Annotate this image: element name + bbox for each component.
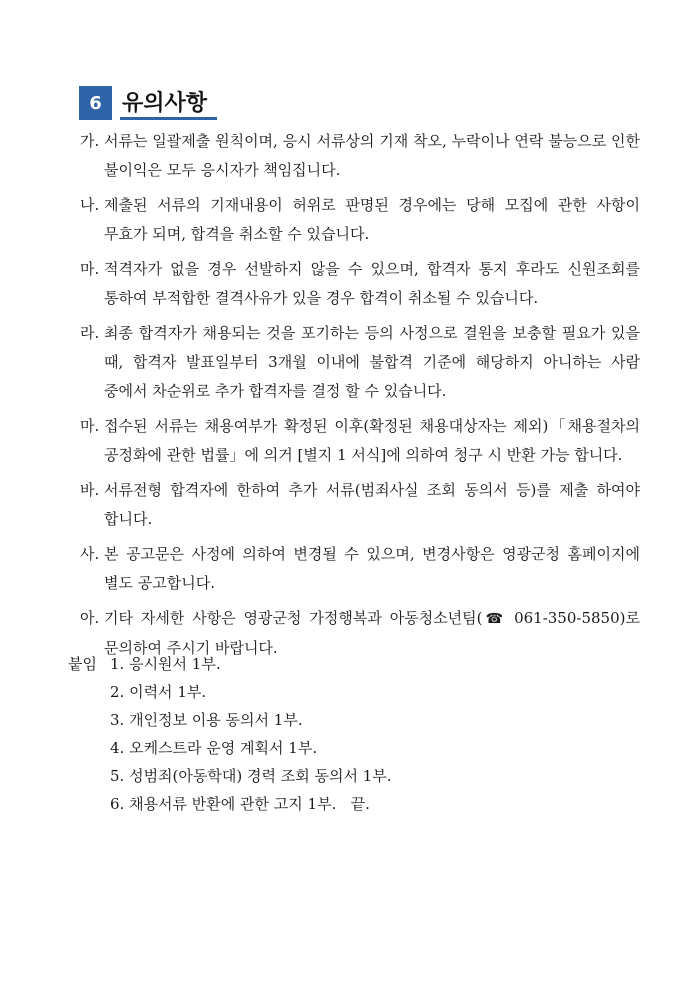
item-text: 서류는 일괄제출 원칙이며, 응시 서류상의 기재 착오, 누락이나 연락 불능으로 인한 불이익은 모두 응시자가 책임집니다. bbox=[104, 132, 640, 179]
item-marker: 사. bbox=[80, 545, 100, 563]
notice-item bbox=[80, 476, 640, 534]
attachment-item: 3. 개인정보 이용 동의서 1부. bbox=[110, 711, 303, 729]
attachment-item: 6. 채용서류 반환에 관한 고지 1부. 끝. bbox=[110, 795, 370, 813]
item-marker: 마. bbox=[80, 417, 100, 435]
notice-list bbox=[80, 127, 640, 669]
attachment-item: 5. 성범죄(아동학대) 경력 조회 동의서 1부. bbox=[110, 767, 392, 785]
item-marker: 가. bbox=[80, 132, 100, 150]
notice-item bbox=[80, 412, 640, 470]
contact-text-before: 기타 자세한 사항은 영광군청 가정행복과 아동청소년팀( bbox=[104, 609, 483, 627]
attachments-list bbox=[110, 650, 392, 818]
item-marker: 마. bbox=[80, 260, 100, 278]
phone-number: 061-350-5850) bbox=[506, 609, 626, 627]
notice-item bbox=[80, 127, 640, 185]
attachment-item: 1. 응시원서 1부. bbox=[110, 655, 221, 673]
item-text: 최종 합격자가 채용되는 것을 포기하는 등의 사정으로 결원을 보충할 필요가 있을 때, 합격자 발표일부터 3개월 이내에 불합격 기준에 해당하지 아니하는 사람 중에서 차순위로 추가 합격자를 결정 할 수 있습니다. bbox=[104, 324, 640, 400]
attachment-item: 4. 오케스트라 운영 계획서 1부. bbox=[110, 739, 318, 757]
section-header bbox=[79, 86, 217, 120]
notice-item bbox=[80, 255, 640, 313]
phone-icon: ☎ bbox=[482, 611, 507, 627]
section-title: 유의사항 bbox=[120, 86, 217, 120]
item-marker: 아. bbox=[80, 609, 100, 627]
item-marker: 나. bbox=[80, 196, 100, 214]
item-text: 서류전형 합격자에 한하여 추가 서류(범죄사실 조회 동의서 등)를 제출 하여야 합니다. bbox=[104, 481, 640, 528]
contact-text-after: 로 문의하여 주시기 바랍니다. bbox=[104, 609, 640, 657]
item-text: 접수된 서류는 채용여부가 확정된 이후(확정된 채용대상자는 제외)「채용절차의 공정화에 관한 법률」에 의거 [별지 1 서식]에 의하여 청구 시 반환 가능 합니다. bbox=[104, 417, 640, 464]
item-marker: 바. bbox=[80, 481, 100, 499]
notice-item bbox=[80, 540, 640, 598]
attachments bbox=[68, 650, 392, 818]
item-text: 적격자가 없을 경우 선발하지 않을 수 있으며, 합격자 통지 후라도 신원조회를 통하여 부적합한 결격사유가 있을 경우 합격이 취소될 수 있습니다. bbox=[104, 260, 640, 307]
attachment-item: 2. 이력서 1부. bbox=[110, 683, 207, 701]
section-number-badge: 6 bbox=[79, 86, 112, 120]
item-text: 제출된 서류의 기재내용이 허위로 판명된 경우에는 당해 모집에 관한 사항이 무효가 되며, 합격을 취소할 수 있습니다. bbox=[104, 196, 640, 243]
item-text: 본 공고문은 사정에 의하여 변경될 수 있으며, 변경사항은 영광군청 홈페이지에 별도 공고합니다. bbox=[104, 545, 640, 592]
item-marker: 라. bbox=[80, 324, 100, 342]
notice-item bbox=[80, 319, 640, 406]
notice-item bbox=[80, 191, 640, 249]
attachments-label: 붙임 bbox=[68, 655, 97, 673]
